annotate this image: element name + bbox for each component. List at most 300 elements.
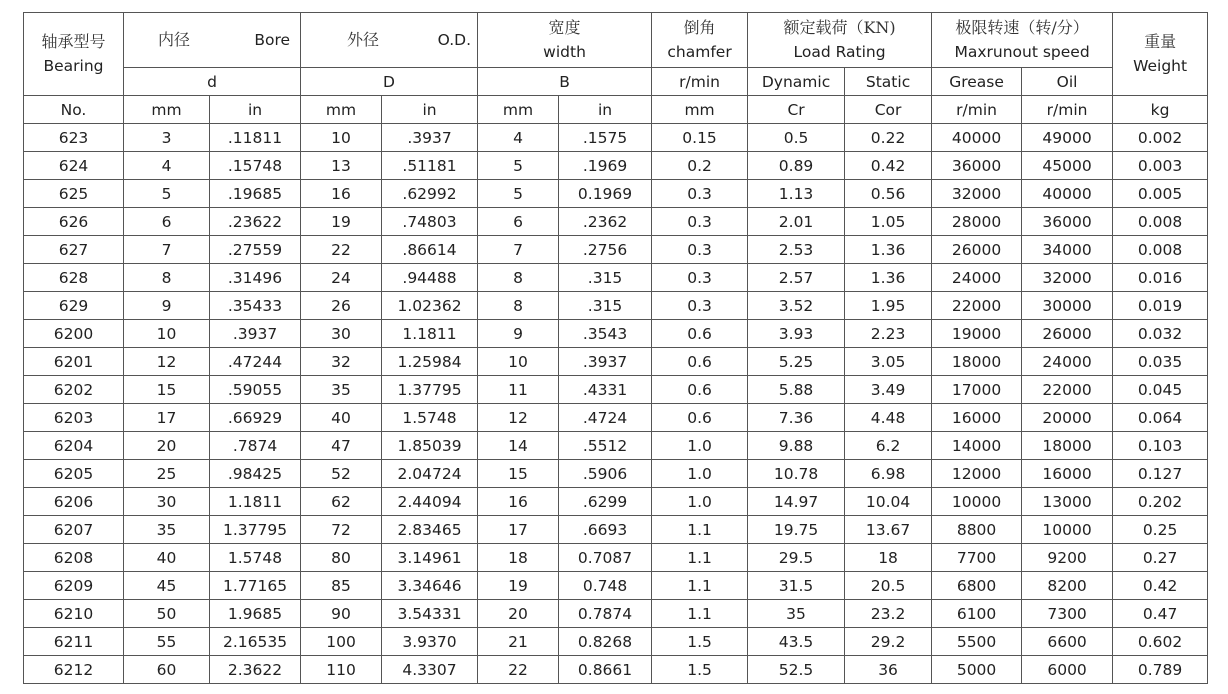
- cell-weight: 0.25: [1113, 516, 1208, 544]
- od-symbol: D: [301, 68, 478, 96]
- cell-cor: 29.2: [845, 628, 932, 656]
- cell-d-mm: 9: [124, 292, 210, 320]
- cr-label: Cr: [748, 96, 845, 124]
- cell-cr: 52.5: [748, 656, 845, 684]
- cell-chamfer: 0.6: [652, 376, 748, 404]
- width-symbol: B: [478, 68, 652, 96]
- cell-width-mm: 22: [478, 656, 559, 684]
- bearing-no-en1: Bearing: [43, 57, 104, 75]
- oil-unit: r/min: [1022, 96, 1113, 124]
- bore-zh: 内径: [158, 30, 191, 49]
- table-row: [24, 432, 1208, 460]
- cell-cor: 1.36: [845, 264, 932, 292]
- cell-oil-speed: 40000: [1022, 180, 1113, 208]
- cell-chamfer: 0.3: [652, 180, 748, 208]
- cell-width-mm: 7: [478, 236, 559, 264]
- cell-chamfer: 0.3: [652, 264, 748, 292]
- table-row: [24, 292, 1208, 320]
- load-rating-zh: 额定载荷（KN): [783, 18, 896, 37]
- cell-od-mm: 72: [301, 516, 382, 544]
- cell-bearing-no: 6205: [24, 460, 124, 488]
- table-row: [24, 656, 1208, 684]
- cell-grease-speed: 5500: [932, 628, 1022, 656]
- cell-width-in: .1969: [559, 152, 652, 180]
- cell-width-mm: 17: [478, 516, 559, 544]
- cell-width-mm: 10: [478, 348, 559, 376]
- cell-cor: 0.22: [845, 124, 932, 152]
- cell-weight: 0.42: [1113, 572, 1208, 600]
- cell-cr: 3.52: [748, 292, 845, 320]
- cell-width-in: .4724: [559, 404, 652, 432]
- cell-od-in: .74803: [382, 208, 478, 236]
- cell-chamfer: 0.15: [652, 124, 748, 152]
- cell-cr: 31.5: [748, 572, 845, 600]
- cell-od-in: 3.14961: [382, 544, 478, 572]
- cell-od-in: .62992: [382, 180, 478, 208]
- cell-chamfer: 0.3: [652, 292, 748, 320]
- cell-od-mm: 52: [301, 460, 382, 488]
- table-row: [24, 124, 1208, 152]
- table-header: [24, 13, 1208, 124]
- cell-od-in: 1.25984: [382, 348, 478, 376]
- cell-cr: 0.89: [748, 152, 845, 180]
- cell-width-in: .5906: [559, 460, 652, 488]
- cell-cr: 5.88: [748, 376, 845, 404]
- table-row: [24, 180, 1208, 208]
- cell-width-mm: 8: [478, 292, 559, 320]
- cell-oil-speed: 18000: [1022, 432, 1113, 460]
- cell-bearing-no: 6204: [24, 432, 124, 460]
- cell-width-mm: 16: [478, 488, 559, 516]
- cell-d-mm: 6: [124, 208, 210, 236]
- cell-od-mm: 22: [301, 236, 382, 264]
- cell-oil-speed: 7300: [1022, 600, 1113, 628]
- table-row: [24, 152, 1208, 180]
- cell-cor: 0.42: [845, 152, 932, 180]
- cell-grease-speed: 8800: [932, 516, 1022, 544]
- table-body: [24, 124, 1208, 684]
- cell-chamfer: 1.1: [652, 572, 748, 600]
- width-zh: 宽度: [548, 18, 581, 37]
- chamfer-zh: 倒角: [683, 18, 716, 37]
- cell-d-in: .23622: [210, 208, 301, 236]
- cell-grease-speed: 26000: [932, 236, 1022, 264]
- cell-d-mm: 30: [124, 488, 210, 516]
- cell-od-mm: 85: [301, 572, 382, 600]
- cell-bearing-no: 623: [24, 124, 124, 152]
- cell-chamfer: 0.3: [652, 208, 748, 236]
- cell-chamfer: 1.0: [652, 460, 748, 488]
- width-en: width: [543, 43, 586, 61]
- cell-oil-speed: 24000: [1022, 348, 1113, 376]
- cell-cr: 1.13: [748, 180, 845, 208]
- cell-d-in: .98425: [210, 460, 301, 488]
- cell-chamfer: 1.5: [652, 628, 748, 656]
- cell-width-mm: 5: [478, 180, 559, 208]
- cell-d-in: 2.16535: [210, 628, 301, 656]
- static-label: Static: [845, 68, 932, 96]
- cell-grease-speed: 16000: [932, 404, 1022, 432]
- od-header: [301, 13, 478, 68]
- cell-od-mm: 24: [301, 264, 382, 292]
- cell-weight: 0.016: [1113, 264, 1208, 292]
- cell-od-in: 3.9370: [382, 628, 478, 656]
- cell-weight: 0.008: [1113, 208, 1208, 236]
- cell-weight: 0.602: [1113, 628, 1208, 656]
- bore-en: Bore: [254, 31, 291, 49]
- cell-weight: 0.27: [1113, 544, 1208, 572]
- cell-width-mm: 4: [478, 124, 559, 152]
- cell-d-in: .35433: [210, 292, 301, 320]
- table-row: [24, 236, 1208, 264]
- cell-chamfer: 1.5: [652, 656, 748, 684]
- cell-od-in: 2.83465: [382, 516, 478, 544]
- cell-d-in: .11811: [210, 124, 301, 152]
- cell-od-mm: 16: [301, 180, 382, 208]
- cell-d-in: .66929: [210, 404, 301, 432]
- cell-od-in: 1.02362: [382, 292, 478, 320]
- cell-width-mm: 11: [478, 376, 559, 404]
- cell-bearing-no: 626: [24, 208, 124, 236]
- cell-width-in: .5512: [559, 432, 652, 460]
- cell-cr: 2.57: [748, 264, 845, 292]
- cell-oil-speed: 13000: [1022, 488, 1113, 516]
- cell-d-in: 1.37795: [210, 516, 301, 544]
- cell-oil-speed: 32000: [1022, 264, 1113, 292]
- speed-header: [932, 13, 1113, 68]
- cell-width-mm: 15: [478, 460, 559, 488]
- cell-d-mm: 55: [124, 628, 210, 656]
- cell-weight: 0.789: [1113, 656, 1208, 684]
- cell-cor: 20.5: [845, 572, 932, 600]
- cell-d-in: .15748: [210, 152, 301, 180]
- cell-od-in: 3.54331: [382, 600, 478, 628]
- cell-d-in: .47244: [210, 348, 301, 376]
- cell-od-in: 1.5748: [382, 404, 478, 432]
- cell-d-mm: 3: [124, 124, 210, 152]
- cell-chamfer: 0.6: [652, 320, 748, 348]
- header-row-1: [24, 13, 1208, 68]
- weight-zh: 重量: [1144, 32, 1177, 51]
- cell-oil-speed: 34000: [1022, 236, 1113, 264]
- cell-od-in: .86614: [382, 236, 478, 264]
- cell-cr: 14.97: [748, 488, 845, 516]
- d-in-unit: in: [210, 96, 301, 124]
- cell-width-mm: 12: [478, 404, 559, 432]
- table-row: [24, 264, 1208, 292]
- cell-width-in: .3543: [559, 320, 652, 348]
- cell-od-in: 2.44094: [382, 488, 478, 516]
- chamfer-sub: r/min: [652, 68, 748, 96]
- cell-width-in: 0.7087: [559, 544, 652, 572]
- cell-cor: 1.36: [845, 236, 932, 264]
- cell-cor: 2.23: [845, 320, 932, 348]
- cell-weight: 0.47: [1113, 600, 1208, 628]
- cell-width-mm: 8: [478, 264, 559, 292]
- cell-bearing-no: 6203: [24, 404, 124, 432]
- cell-width-in: .1575: [559, 124, 652, 152]
- cell-weight: 0.045: [1113, 376, 1208, 404]
- cell-cor: 3.05: [845, 348, 932, 376]
- cell-chamfer: 0.6: [652, 404, 748, 432]
- cell-width-mm: 6: [478, 208, 559, 236]
- cell-od-mm: 19: [301, 208, 382, 236]
- cell-grease-speed: 36000: [932, 152, 1022, 180]
- cell-d-in: 1.77165: [210, 572, 301, 600]
- cell-grease-speed: 40000: [932, 124, 1022, 152]
- table-row: [24, 404, 1208, 432]
- cell-d-mm: 4: [124, 152, 210, 180]
- cell-width-in: .315: [559, 264, 652, 292]
- cell-od-in: 1.85039: [382, 432, 478, 460]
- cell-grease-speed: 18000: [932, 348, 1022, 376]
- bearing-spec-table: [23, 12, 1208, 684]
- cell-d-mm: 35: [124, 516, 210, 544]
- cell-chamfer: 0.3: [652, 236, 748, 264]
- cell-cor: 1.05: [845, 208, 932, 236]
- D-in-unit: in: [382, 96, 478, 124]
- cell-weight: 0.019: [1113, 292, 1208, 320]
- cell-grease-speed: 5000: [932, 656, 1022, 684]
- cell-od-mm: 40: [301, 404, 382, 432]
- cell-oil-speed: 36000: [1022, 208, 1113, 236]
- d-mm-unit: mm: [124, 96, 210, 124]
- bearing-no-en2: No.: [24, 96, 124, 124]
- grease-label: Grease: [932, 68, 1022, 96]
- cell-width-mm: 20: [478, 600, 559, 628]
- cell-bearing-no: 6210: [24, 600, 124, 628]
- weight-en: Weight: [1133, 57, 1188, 75]
- cell-grease-speed: 12000: [932, 460, 1022, 488]
- bore-symbol: d: [124, 68, 301, 96]
- cell-width-in: .2756: [559, 236, 652, 264]
- cell-d-mm: 5: [124, 180, 210, 208]
- cell-cr: 2.01: [748, 208, 845, 236]
- cell-d-mm: 40: [124, 544, 210, 572]
- od-zh: 外径: [347, 30, 380, 49]
- table-row: [24, 516, 1208, 544]
- cell-weight: 0.002: [1113, 124, 1208, 152]
- cell-chamfer: 0.2: [652, 152, 748, 180]
- cell-cor: 36: [845, 656, 932, 684]
- cell-d-mm: 17: [124, 404, 210, 432]
- cell-grease-speed: 17000: [932, 376, 1022, 404]
- header-row-2: [24, 68, 1208, 96]
- cell-od-mm: 10: [301, 124, 382, 152]
- cell-oil-speed: 20000: [1022, 404, 1113, 432]
- cell-d-in: 1.5748: [210, 544, 301, 572]
- cor-label: Cor: [845, 96, 932, 124]
- bore-header: [124, 13, 301, 68]
- cell-bearing-no: 629: [24, 292, 124, 320]
- chamfer-en: chamfer: [667, 43, 732, 61]
- cell-cr: 10.78: [748, 460, 845, 488]
- cell-grease-speed: 22000: [932, 292, 1022, 320]
- cell-d-mm: 25: [124, 460, 210, 488]
- cell-width-in: .4331: [559, 376, 652, 404]
- cell-od-in: 4.3307: [382, 656, 478, 684]
- table-row: [24, 348, 1208, 376]
- cell-d-in: .31496: [210, 264, 301, 292]
- cell-chamfer: 1.1: [652, 516, 748, 544]
- cell-od-mm: 35: [301, 376, 382, 404]
- weight-header: [1113, 13, 1208, 96]
- cell-d-mm: 15: [124, 376, 210, 404]
- cell-oil-speed: 49000: [1022, 124, 1113, 152]
- cell-oil-speed: 45000: [1022, 152, 1113, 180]
- cell-cor: 23.2: [845, 600, 932, 628]
- cell-weight: 0.032: [1113, 320, 1208, 348]
- cell-width-mm: 21: [478, 628, 559, 656]
- cell-width-in: .6693: [559, 516, 652, 544]
- cell-od-mm: 32: [301, 348, 382, 376]
- cell-chamfer: 0.6: [652, 348, 748, 376]
- cell-cr: 0.5: [748, 124, 845, 152]
- cell-d-mm: 8: [124, 264, 210, 292]
- speed-zh: 极限转速（转/分）: [955, 18, 1089, 37]
- cell-d-in: .19685: [210, 180, 301, 208]
- cell-od-mm: 30: [301, 320, 382, 348]
- cell-width-mm: 18: [478, 544, 559, 572]
- cell-oil-speed: 6000: [1022, 656, 1113, 684]
- cell-d-mm: 45: [124, 572, 210, 600]
- cell-od-in: 1.1811: [382, 320, 478, 348]
- speed-en: Maxrunout speed: [954, 43, 1090, 61]
- cell-od-mm: 62: [301, 488, 382, 516]
- cell-cr: 3.93: [748, 320, 845, 348]
- cell-oil-speed: 10000: [1022, 516, 1113, 544]
- cell-grease-speed: 6800: [932, 572, 1022, 600]
- cell-od-mm: 100: [301, 628, 382, 656]
- cell-cr: 35: [748, 600, 845, 628]
- bearing-no-header: [24, 13, 124, 96]
- table-row: [24, 460, 1208, 488]
- cell-chamfer: 1.0: [652, 488, 748, 516]
- B-in-unit: in: [559, 96, 652, 124]
- cell-oil-speed: 30000: [1022, 292, 1113, 320]
- dynamic-label: Dynamic: [748, 68, 845, 96]
- cell-d-mm: 20: [124, 432, 210, 460]
- cell-d-in: .7874: [210, 432, 301, 460]
- cell-width-in: 0.8268: [559, 628, 652, 656]
- header-row-3: [24, 96, 1208, 124]
- bearing-no-zh: 轴承型号: [41, 32, 106, 51]
- cell-chamfer: 1.1: [652, 544, 748, 572]
- table-row: [24, 320, 1208, 348]
- cell-width-in: 0.7874: [559, 600, 652, 628]
- cell-weight: 0.003: [1113, 152, 1208, 180]
- cell-bearing-no: 628: [24, 264, 124, 292]
- cell-weight: 0.064: [1113, 404, 1208, 432]
- table-row: [24, 208, 1208, 236]
- cell-cr: 29.5: [748, 544, 845, 572]
- cell-width-in: .315: [559, 292, 652, 320]
- cell-cor: 18: [845, 544, 932, 572]
- cell-d-mm: 7: [124, 236, 210, 264]
- cell-oil-speed: 8200: [1022, 572, 1113, 600]
- load-rating-header: [748, 13, 932, 68]
- oil-label: Oil: [1022, 68, 1113, 96]
- cell-d-in: 1.9685: [210, 600, 301, 628]
- cell-bearing-no: 6206: [24, 488, 124, 516]
- D-mm-unit: mm: [301, 96, 382, 124]
- cell-grease-speed: 24000: [932, 264, 1022, 292]
- cell-od-mm: 13: [301, 152, 382, 180]
- cell-cr: 19.75: [748, 516, 845, 544]
- cell-cr: 7.36: [748, 404, 845, 432]
- cell-width-mm: 5: [478, 152, 559, 180]
- cell-d-mm: 10: [124, 320, 210, 348]
- cell-width-in: .3937: [559, 348, 652, 376]
- cell-weight: 0.035: [1113, 348, 1208, 376]
- cell-grease-speed: 32000: [932, 180, 1022, 208]
- cell-oil-speed: 22000: [1022, 376, 1113, 404]
- cell-width-in: 0.748: [559, 572, 652, 600]
- cell-od-mm: 80: [301, 544, 382, 572]
- weight-unit: kg: [1113, 96, 1208, 124]
- table-row: [24, 488, 1208, 516]
- cell-weight: 0.005: [1113, 180, 1208, 208]
- cell-grease-speed: 6100: [932, 600, 1022, 628]
- cell-bearing-no: 6202: [24, 376, 124, 404]
- cell-bearing-no: 624: [24, 152, 124, 180]
- cell-width-mm: 14: [478, 432, 559, 460]
- cell-d-in: 2.3622: [210, 656, 301, 684]
- chamfer-header: [652, 13, 748, 68]
- cell-cr: 2.53: [748, 236, 845, 264]
- cell-cor: 10.04: [845, 488, 932, 516]
- cell-weight: 0.127: [1113, 460, 1208, 488]
- cell-d-in: .59055: [210, 376, 301, 404]
- cell-grease-speed: 10000: [932, 488, 1022, 516]
- cell-width-in: .6299: [559, 488, 652, 516]
- cell-cor: 1.95: [845, 292, 932, 320]
- cell-oil-speed: 9200: [1022, 544, 1113, 572]
- cell-bearing-no: 625: [24, 180, 124, 208]
- cell-bearing-no: 6212: [24, 656, 124, 684]
- cell-d-in: .27559: [210, 236, 301, 264]
- cell-od-mm: 26: [301, 292, 382, 320]
- cell-cr: 5.25: [748, 348, 845, 376]
- cell-cor: 13.67: [845, 516, 932, 544]
- cell-width-mm: 9: [478, 320, 559, 348]
- cell-bearing-no: 6207: [24, 516, 124, 544]
- cell-od-in: 3.34646: [382, 572, 478, 600]
- cell-bearing-no: 6211: [24, 628, 124, 656]
- cell-cor: 0.56: [845, 180, 932, 208]
- cell-chamfer: 1.1: [652, 600, 748, 628]
- cell-width-in: .2362: [559, 208, 652, 236]
- cell-d-in: 1.1811: [210, 488, 301, 516]
- cell-cor: 4.48: [845, 404, 932, 432]
- chamfer-unit: mm: [652, 96, 748, 124]
- table-row: [24, 600, 1208, 628]
- cell-cr: 9.88: [748, 432, 845, 460]
- cell-od-mm: 90: [301, 600, 382, 628]
- cell-bearing-no: 6209: [24, 572, 124, 600]
- cell-od-in: 2.04724: [382, 460, 478, 488]
- cell-bearing-no: 6208: [24, 544, 124, 572]
- cell-d-mm: 12: [124, 348, 210, 376]
- cell-chamfer: 1.0: [652, 432, 748, 460]
- cell-od-mm: 47: [301, 432, 382, 460]
- cell-bearing-no: 6201: [24, 348, 124, 376]
- cell-width-mm: 19: [478, 572, 559, 600]
- cell-width-in: 0.8661: [559, 656, 652, 684]
- cell-width-in: 0.1969: [559, 180, 652, 208]
- cell-od-in: .51181: [382, 152, 478, 180]
- cell-od-in: .3937: [382, 124, 478, 152]
